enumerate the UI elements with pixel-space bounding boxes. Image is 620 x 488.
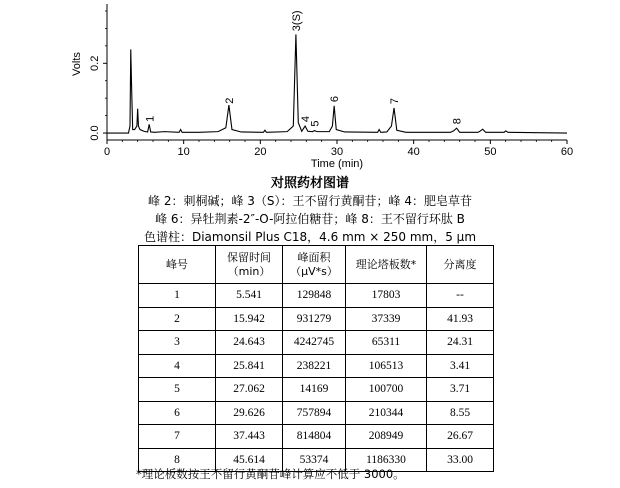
x-tick-label: 10 <box>177 146 190 158</box>
cell-peak-area: 814804 <box>283 425 346 449</box>
x-tick-label: 20 <box>254 146 267 158</box>
cell-peak-area: 129848 <box>283 284 346 308</box>
y-tick-label: 0.0 <box>89 125 101 141</box>
header-peak-no: 峰号 <box>139 246 216 284</box>
table-row <box>139 307 494 331</box>
x-axis-label: Time (min) <box>310 158 364 170</box>
peak-label: 2 <box>224 97 237 104</box>
cell-retention-time: 15.942 <box>216 307 283 331</box>
cell-retention-time: 27.062 <box>216 378 283 402</box>
cell-theoretical-plates: 65311 <box>346 331 427 355</box>
cell-peak-area: 757894 <box>283 401 346 425</box>
chromatogram-chart <box>0 0 620 178</box>
y-tick-label: 0.2 <box>89 55 101 71</box>
peak-table-container <box>138 245 494 472</box>
cell-peak-area: 14169 <box>283 378 346 402</box>
cell-peak-no: 5 <box>139 378 216 402</box>
figure-title: 对照药材图谱 <box>270 176 349 191</box>
peak-label: 4 <box>300 115 313 123</box>
chromatogram-trace <box>107 34 567 133</box>
caption-line-1: 峰 2：刺桐碱；峰 3（S）：王不留行黄酮苷；峰 4：肥皂草苷 <box>148 194 472 208</box>
peak-label: 6 <box>329 96 342 103</box>
peak-table <box>138 245 494 472</box>
x-tick-label: 60 <box>560 146 574 158</box>
cell-resolution: 8.55 <box>427 401 494 425</box>
cell-peak-no: 7 <box>139 425 216 449</box>
x-tick-label: 40 <box>407 146 420 158</box>
footnote: *理论板数按王不留行黄酮苷峰计算应不低于 3000。 <box>136 467 405 481</box>
cell-theoretical-plates: 210344 <box>346 401 427 425</box>
cell-peak-area: 238221 <box>283 354 346 378</box>
peak-label: 8 <box>451 118 464 125</box>
cell-theoretical-plates: 1186330 <box>346 448 427 472</box>
header-retention-time: 保留时间 （min） <box>216 246 283 284</box>
table-row <box>139 401 494 425</box>
cell-theoretical-plates: 208949 <box>346 425 427 449</box>
cell-resolution: 24.31 <box>427 331 494 355</box>
cell-retention-time: 29.626 <box>216 401 283 425</box>
cell-retention-time: 24.643 <box>216 331 283 355</box>
table-row <box>139 331 494 355</box>
cell-retention-time: 25.841 <box>216 354 283 378</box>
x-tick-label: 50 <box>484 146 497 158</box>
cell-retention-time: 37.443 <box>216 425 283 449</box>
cell-retention-time: 5.541 <box>216 284 283 308</box>
cell-peak-no: 1 <box>139 284 216 308</box>
cell-peak-no: 4 <box>139 354 216 378</box>
cell-peak-area: 4242745 <box>283 331 346 355</box>
cell-theoretical-plates: 100700 <box>346 378 427 402</box>
cell-resolution: 41.93 <box>427 307 494 331</box>
cell-peak-no: 6 <box>139 401 216 425</box>
header-resolution: 分离度 <box>427 246 494 284</box>
cell-peak-no: 8 <box>139 448 216 472</box>
x-tick-label: 0 <box>103 146 111 158</box>
cell-peak-area: 53374 <box>283 448 346 472</box>
x-tick-label: 30 <box>330 146 344 158</box>
cell-resolution: 3.41 <box>427 354 494 378</box>
chart-axes <box>89 4 573 158</box>
cell-resolution: -- <box>427 284 494 308</box>
y-axis-label: Volts <box>71 52 83 76</box>
cell-peak-area: 931279 <box>283 307 346 331</box>
table-header-row <box>139 246 494 284</box>
table-row <box>139 284 494 308</box>
table-row <box>139 378 494 402</box>
peak-label: 5 <box>309 120 322 127</box>
header-peak-area: 峰面积 （μV*s） <box>283 246 346 284</box>
cell-theoretical-plates: 17803 <box>346 284 427 308</box>
cell-theoretical-plates: 106513 <box>346 354 427 378</box>
peak-labels <box>144 10 463 126</box>
cell-resolution: 3.71 <box>427 378 494 402</box>
table-body <box>139 284 494 472</box>
cell-retention-time: 45.614 <box>216 448 283 472</box>
cell-resolution: 33.00 <box>427 448 494 472</box>
caption-line-3: 色谱柱：Diamonsil Plus C18，4.6 mm × 250 mm，5 μm <box>143 230 477 244</box>
cell-resolution: 26.67 <box>427 425 494 449</box>
table-row <box>139 425 494 449</box>
cell-peak-no: 2 <box>139 307 216 331</box>
peak-label: 1 <box>144 115 157 122</box>
header-theoretical-plates: 理论塔板数* <box>346 246 427 284</box>
peak-label: 3(S) <box>290 10 303 32</box>
cell-peak-no: 3 <box>139 331 216 355</box>
cell-theoretical-plates: 37339 <box>346 307 427 331</box>
peak-label: 7 <box>389 97 402 105</box>
caption-line-2: 峰 6：异牡荆素-2″-O-阿拉伯糖苷；峰 8：王不留行环肽 B <box>155 212 465 226</box>
table-row <box>139 354 494 378</box>
